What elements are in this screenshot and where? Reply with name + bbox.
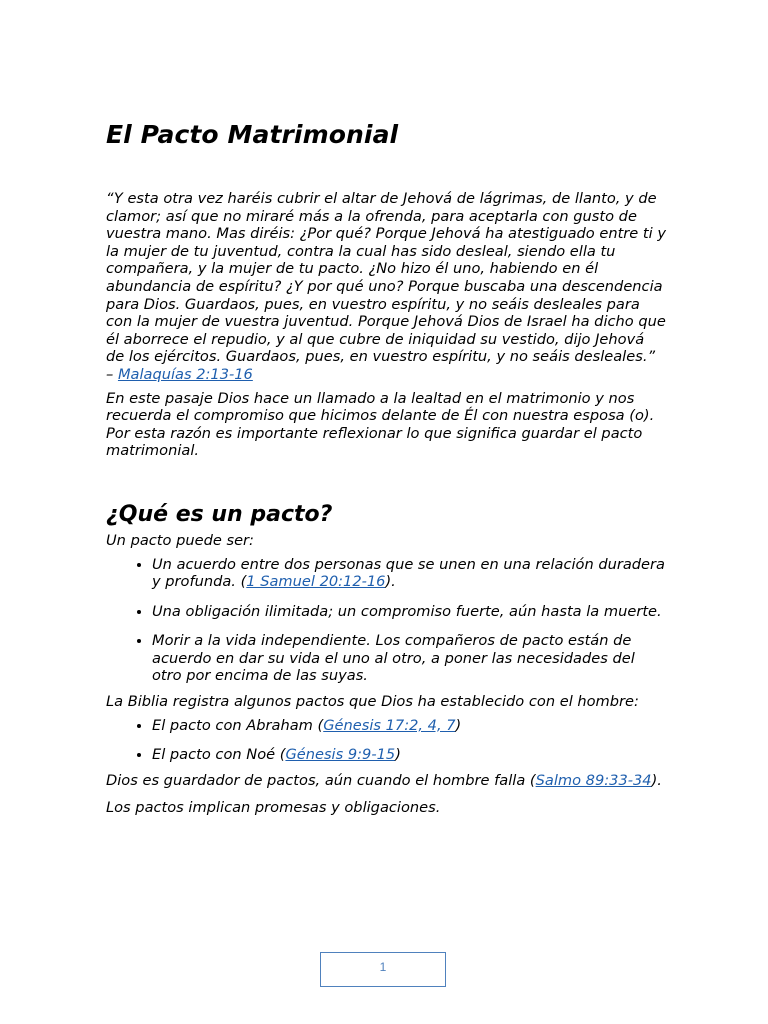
list-item-text: ) [455, 716, 462, 734]
definition-lead: Un pacto puede ser: [106, 531, 254, 549]
list-item [152, 717, 666, 735]
page-number-box [320, 952, 446, 987]
list-item [152, 746, 666, 764]
quote-reference-line [106, 366, 666, 384]
list-item-text: El pacto con Abraham ( [152, 716, 324, 734]
closing-paragraph: Los pactos implican promesas y obligaciones. [106, 799, 441, 817]
quote-ref-prefix: – [106, 365, 118, 383]
paragraph-text: Dios es guardador de pactos, aún cuando el hombre falla ( [106, 771, 536, 789]
list-item-text: ) [395, 746, 401, 764]
quote-text: “Y esta otra vez haréis cubrir el altar de Jehová de lágrimas, de llanto, y de clamor; así que no miraré más a la ofrenda, para aceptarla con gusto de vuestra mano. Mas diréis: ¿Por qué? Porque Jehová ha atestiguado entre ti y la mujer de tu juventud, contra la cual has sido desleal, siendo ella tu compañera, y la mujer de tu pacto. ¿No hizo él uno, habiendo en él abundancia de espíritu? ¿Y por qué uno? Porque buscaba una descendencia para Dios. Guardaos, pues, en vuestro espíritu, y no seáis desleales para con la mujer de vuestra juventud. Porque Jehová Dios de Israel ha dicho que él aborrece el repudio, y al que cubre de iniquidad su vestido, dijo Jehová de los ejércitos. Guardaos, pues, en vuestro espíritu, y no seáis desleales.” [106, 190, 666, 366]
genesis-17-link[interactable]: Génesis 17:2, 4, 7 [323, 716, 456, 734]
intro-paragraph: En este pasaje Dios hace un llamado a la lealtad en el matrimonio y nos recuerda el compromiso que hicimos delante de Él con nuestra esposa (o). Por esta razón es importante reflexionar lo que significa guardar el pacto matrimonial. [106, 389, 655, 460]
list-item-text: Un acuerdo entre dos personas que se unen en una relación duradera y profunda. ( [152, 555, 665, 591]
list-item [152, 603, 666, 621]
malaquias-link[interactable]: Malaquías 2:13-16 [117, 365, 253, 383]
list-item [152, 556, 666, 591]
covenant-keeper-paragraph [106, 772, 666, 790]
salmo-link[interactable]: Salmo 89:33-34 [535, 771, 652, 789]
document-content [106, 118, 666, 817]
list-item-text: Morir a la vida independiente. Los compañeros de pacto están de acuerdo en dar su vida el uno al otro, a poner las necesidades del otro por encima de las suyas. [152, 632, 635, 685]
samuel-link[interactable]: 1 Samuel 20:12-16 [246, 573, 386, 591]
list-item [152, 632, 666, 685]
covenant-list [106, 717, 666, 764]
list-item-text: El pacto con Noé ( [152, 746, 286, 764]
page-number: 1 [379, 960, 387, 974]
bible-covenants-intro: La Biblia registra algunos pactos que Dios ha establecido con el hombre: [106, 693, 639, 711]
paragraph-text: ). [651, 771, 662, 789]
scripture-quote [106, 190, 666, 366]
list-item-text: ). [385, 573, 396, 591]
genesis-9-link[interactable]: Génesis 9:9-15 [285, 746, 396, 764]
document-title: El Pacto Matrimonial [106, 120, 399, 149]
definition-list [106, 556, 666, 686]
list-item-text: Una obligación ilimitada; un compromiso fuerte, aún hasta la muerte. [152, 602, 662, 620]
section-heading: ¿Qué es un pacto? [106, 501, 333, 527]
